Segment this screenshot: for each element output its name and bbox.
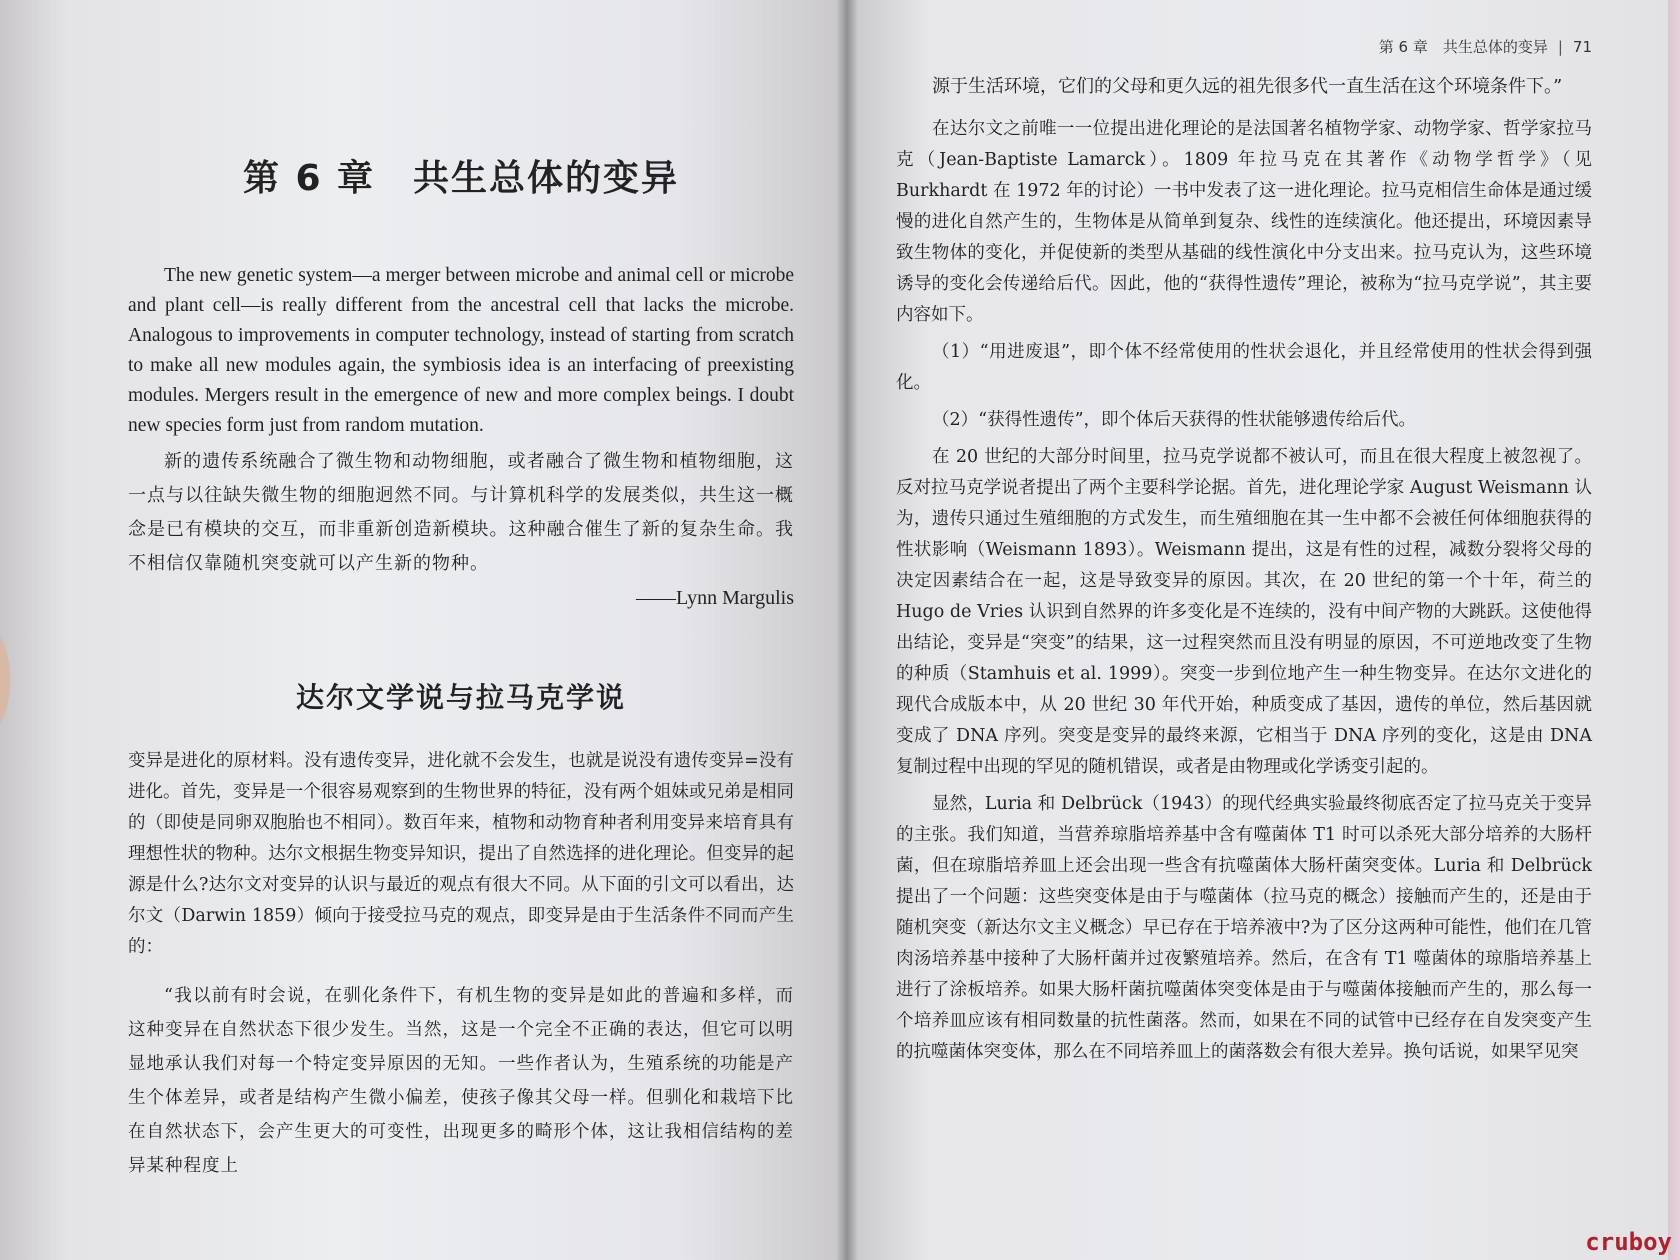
running-header [1379,36,1592,57]
watermark: cruboy [1585,1228,1672,1256]
paragraph-use-disuse: （1）“用进废退”，即个体不经常使用的性状会退化，并且经常使用的性状会得到强化。 [896,342,1592,393]
paragraph-lamarck: 在达尔文之前唯一一位提出进化理论的是法国著名植物学家、动物学家、哲学家拉马克（Jean-Baptiste Lamarck）。1809 年拉马克在其著作《动物学哲学》（见 Burkhardt 在 1972 年的讨论）一书中发表了这一进化理论。拉马克相信生命体是通过缓慢的进化自然产生的，生物体是从简单到复杂、线性的连续演化。他还提出，环境因素导致生物体的变化，并促使新的类型从基础的线性演化中分支出来。拉马克认为，这些环境诱导的变化会传递给后代。因此，他的“获得性遗传”理论，被称为“拉马克学说”，其主要内容如下。 [896,119,1592,325]
epigraph-english: The new genetic system—a merger between microbe and animal cell or microbe and plant cell—is really different from the ancestral cell that lacks the microbe. Analogous to improvements in computer technology, instead of starting from scratch to make all new modules again, the symbiosis idea is an interfacing of preexisting modules. Mergers result in the emergence of new and more complex beings. I doubt new species form just from random mutation. [128,265,794,436]
page-number: 71 [1572,37,1592,56]
running-header-chapter: 第 6 章 共生总体的变异 [1378,38,1548,56]
section-title: 达尔文学说与拉马克学说 [295,681,626,714]
darwin-quote: “我以前有时会说，在驯化条件下，有机生物的变异是如此的普遍和多样，而这种变异在自然状态下很少发生。当然，这是一个完全不正确的表达，但它可以明显地承认我们对每一个特定变异原因的无知。一些作者认为，生殖系统的功能是产生个体差异，或者是结构产生微小偏差，使孩子像其父母一样。但驯化和栽培下比在自然状态下，会产生更大的可变性，出现更多的畸形个体，这让我相信结构的差异某种程度上 [128,986,794,1176]
paragraph-acquired-inheritance: （2）“获得性遗传”，即个体后天获得的性状能够遗传给后代。 [932,410,1417,430]
epigraph-chinese: 新的遗传系统融合了微生物和动物细胞，或者融合了微生物和植物细胞，这一点与以往缺失微生物的细胞迥然不同。与计算机科学的发展类似，共生这一概念是已有模块的交互，而非重新创造新模块。这种融合催生了新的复杂生命。我不相信仅靠随机突变就可以产生新的物种。 [128,451,794,574]
chapter-title: 第 6 章 共生总体的变异 [242,158,680,199]
running-header-separator: | [1557,37,1563,56]
body-paragraph: 变异是进化的原材料。没有遗传变异，进化就不会发生，也就是说没有遗传变异=没有进化。首先，变异是一个很容易观察到的生物世界的特征，没有两个姐妹或兄弟是相同的（即使是同卵双胞胎也不相同）。数百年来，植物和动物育种者利用变异来培育具有理想性状的物种。达尔文根据生物变异知识，提出了自然选择的进化理论。但变异的起源是什么?达尔文对变异的认识与最近的观点有很大不同。从下面的引文可以看出，达尔文（Darwin 1859）倾向于接受拉马克的观点，即变异是由于生活条件不同而产生的： [128,751,794,957]
book-gutter [836,0,858,1260]
page-edge [1668,0,1680,1260]
paragraph-luria-delbruck: 显然，Luria 和 Delbrück（1943）的现代经典实验最终彻底否定了拉马克关于变异的主张。我们知道，当营养琼脂培养基中含有噬菌体 T1 时可以杀死大部分培养的大肠杆菌，但在琼脂培养皿上还会出现一些含有抗噬菌体大肠杆菌突变体。Luria 和 Delbrück 提出了一个问题：这些突变体是由于与噬菌体（拉马克的概念）接触而产生的，还是由于随机突变（新达尔文主义概念）早已存在于培养液中?为了区分这两种可能性，他们在几管肉汤培养基中接种了大肠杆菌并过夜繁殖培养。然后，在含有 T1 噬菌体的琼脂培养基上进行了涂板培养。如果大肠杆菌抗噬菌体突变体是由于与噬菌体接触而产生的，那么每一个培养皿应该有相同数量的抗性菌落。然而，如果在不同的试管中已经存在自发突变产生的抗噬菌体突变体，那么在不同培养皿上的菌落数会有很大差异。换句话说，如果罕见突 [896,794,1592,1062]
right-page [846,0,1680,1260]
quote-continuation: 源于生活环境，它们的父母和更久远的祖先很多代一直生活在这个环境条件下。” [932,76,1563,97]
paragraph-20th-century: 在 20 世纪的大部分时间里，拉马克学说都不被认可，而且在很大程度上被忽视了。反对拉马克学说者提出了两个主要科学论据。首先，进化理论学家 August Weismann 认为，遗传只通过生殖细胞的方式发生，而生殖细胞在其一生中都不会被任何体细胞获得的性状影响（Weismann 1893）。Weismann 提出，这是有性的过程，减数分裂将父母的决定因素结合在一起，这是导致变异的原因。其次，在 20 世纪的第一个十年，荷兰的 Hugo de Vries 认识到自然界的许多变化是不连续的，没有中间产物的大跳跃。这使他得出结论，变异是“突变”的结果，这一过程突然而且没有明显的原因，不可逆地改变了生物的种质（Stamhuis et al. 1999）。突变一步到位地产生一种生物变异。在达尔文进化的现代合成版本中，从 20 世纪 30 年代开始，种质变成了基因，遗传的单位，然后基因就变成了 DNA 序列。突变是变异的最终来源，它相当于 DNA 序列的变化，这是由 DNA 复制过程中出现的罕见的随机错误，或者是由物理或化学诱变引起的。 [896,447,1592,777]
epigraph-attribution: ——Lynn Margulis [636,587,794,609]
